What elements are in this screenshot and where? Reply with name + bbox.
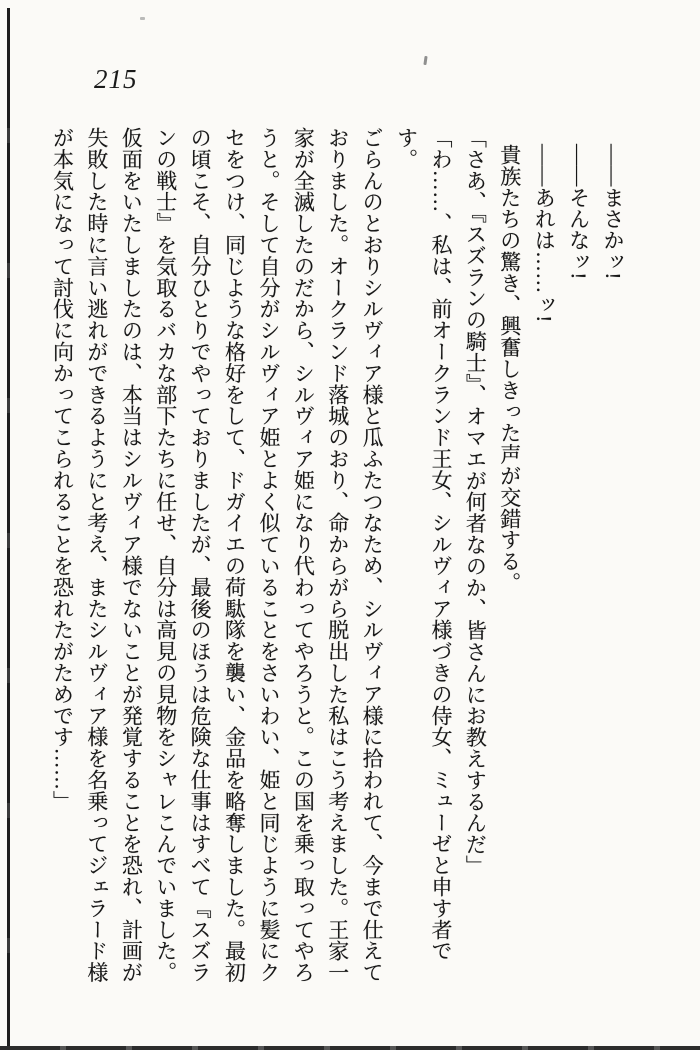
text-line: の頃こそ、自分ひとりでやっておりましたが、最後のほうは危険な仕事はすべて『スズラ: [188, 127, 213, 983]
page-left-border: [7, 8, 10, 1048]
scan-ink-speck: [423, 56, 427, 65]
text-line: 「わ……、私は、前オークランド王女、シルヴィア様づきの侍女、ミューゼと申す者です。: [394, 127, 453, 962]
text-line: ンの戦士』を気取るバカな部下たちに任せ、自分は高見の見物をシャレこんでいました。: [153, 127, 178, 983]
text-column-container: [45, 127, 630, 997]
text-line: 失敗した時に言い逃れができるようにと考え、またシルヴィア様を名乗ってジェラード様: [84, 127, 109, 983]
text-line: 家が全滅したのだから、シルヴィア姫になり代わってやろうと。この国を乗っ取ってやろ: [291, 127, 316, 983]
text-line: ――まさかッ!: [601, 144, 625, 280]
text-line: が本気になって討伐に向かってこられることを恐れたがためです……」: [50, 127, 75, 812]
text-line: うと。そして自分がシルヴィア姫とよく似ていることをさいわい、姫と同じように髪にク: [256, 127, 281, 983]
text-line: ――あれは……ッ!: [532, 144, 557, 323]
text-line: 「さあ、『スズランの騎士』、オマエが何者なのか、皆さんにお教えするんだ」: [463, 127, 488, 877]
text-line: 仮面をいたしましたのは、本当はシルヴィア様でないことが発覚することを恐れ、計画が: [119, 127, 144, 983]
text-line: 貴族たちの驚き、興奮しきった声が交錯する。: [497, 144, 522, 594]
text-line: セをつけ、同じような格好をして、ドガイエの荷駄隊を襲い、金品を略奪しました。最初: [222, 127, 247, 983]
scan-ink-speck: [140, 17, 145, 20]
page-bottom-border: [0, 1046, 700, 1050]
text-line: おりました。オークランド落城のおり、命からがら脱出した私はこう考えました。王家一: [325, 127, 350, 983]
text-line: ――そんなッ!: [566, 144, 591, 280]
text-line: ごらんのとおりシルヴィア様と瓜ふたつなため、シルヴィア様に拾われて、今まで仕えて: [360, 127, 385, 983]
page-number: 215: [94, 64, 138, 94]
